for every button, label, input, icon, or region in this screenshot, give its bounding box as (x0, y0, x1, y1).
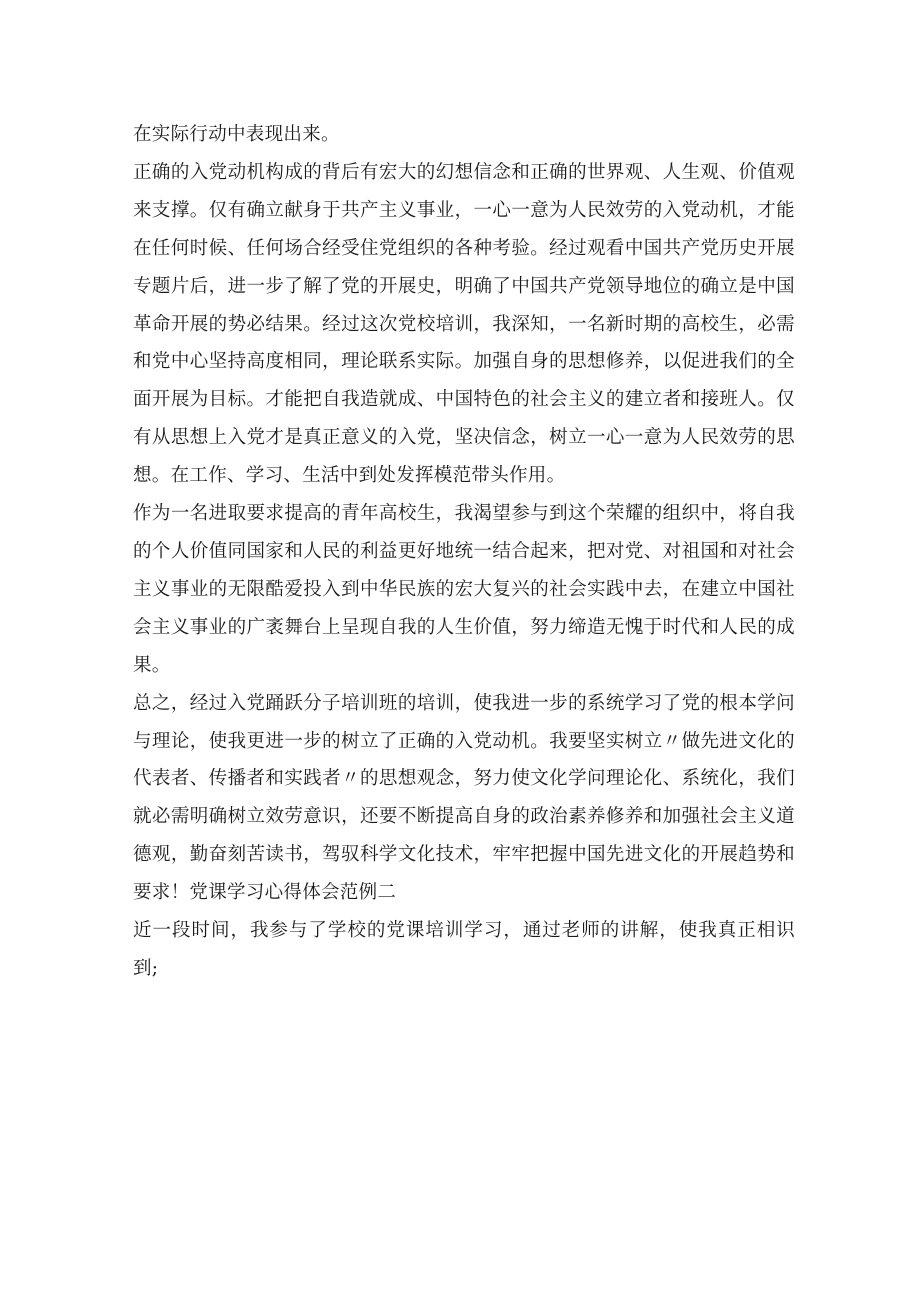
paragraph: 近一段时间，我参与了学校的党课培训学习，通过老师的讲解，使我真正相识到; (133, 920, 795, 979)
paragraph: 在实际行动中表现出来。 (133, 124, 340, 145)
paragraph: 正确的入党动机构成的背后有宏大的幻想信念和正确的世界观、人生观、价值观来支撑。仅有确立献身于共产主义事业，一心一意为人民效劳的入党动机，才能在任何时候、任何场合经受住党组织的各种考验。经过观看中国共产党历史开展专题片后，进一步了解了党的开展史，明确了中国共产党领导地位的确立是中国革命开展的势必结果。经过这次党校培训，我深知，一名新时期的高校生，必需和党中心坚持高度相同，理论联系实际。加强自身的思想修养，以促进我们的全面开展为目标。才能把自我造就成、中国特色的社会主义的建立者和接班人。仅有从思想上入党才是真正意义的入党，坚决信念，树立一心一意为人民效劳的思想。在工作、学习、生活中到处发挥模范带头作用。 (133, 161, 795, 487)
paragraph: 总之，经过入党踊跃分子培训班的培训，使我进一步的系统学习了党的根本学问与理论，使我更进一步的树立了正确的入党动机。我要坚实树立〃做先进文化的代表者、传播者和实践者〃的思想观念，努力使文化学问理论化、系统化，我们就必需明确树立效劳意识，还要不断提高自身的政治素养修养和加强社会主义道德观，勤奋刻苦读书，驾驭科学文化技术，牢牢把握中国先进文化的开展趋势和要求！党课学习心得体会范例二 (133, 692, 795, 904)
paragraph: 作为一名进取要求提高的青年高校生，我渴望参与到这个荣耀的组织中，将自我的个人价值同国家和人民的利益更好地统一结合起来，把对党、对祖国和对社会主义事业的无限酷爱投入到中华民族的宏大复兴的社会实践中去，在建立中国社会主义事业的广袤舞台上呈现自我的人生价值，努力缔造无愧于时代和人民的成果。 (133, 503, 795, 676)
document-body (133, 116, 795, 988)
